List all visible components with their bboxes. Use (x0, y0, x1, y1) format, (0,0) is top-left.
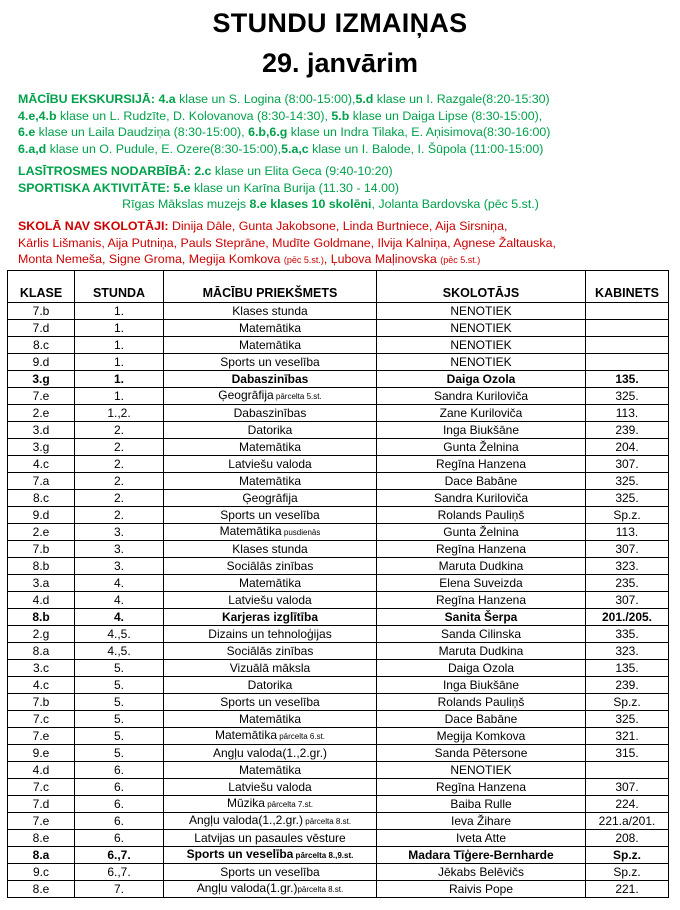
cell-note: pārcelta 5.st. (273, 392, 322, 401)
cell-skolotajs: Dace Babāne (377, 473, 586, 490)
cell-stunda: 6. (75, 830, 164, 847)
cell-klase: 7.e (8, 388, 75, 405)
text-run: Kārlis Lišmanis, Aija Putniņa, Pauls Steprāne, Mudīte Goldmane, Ilvija Kalniņa, Agnese Žaltauska, (18, 235, 556, 250)
cell-kabinets (586, 354, 669, 371)
cell-stunda: 6. (75, 796, 164, 813)
text-run: klase un I. Razgale(8:20-15:30) (373, 92, 550, 106)
text-run: klase un Laila Daudziņa (8:30-15:00), (35, 125, 249, 140)
excursion-line-4 (18, 141, 678, 158)
cell-stunda: 1. (75, 371, 164, 388)
cell-klase: 3.d (8, 422, 75, 439)
cell-kabinets: 325. (586, 473, 669, 490)
cell-stunda: 2. (75, 473, 164, 490)
cell-stunda: 1. (75, 303, 164, 320)
table-row (8, 337, 669, 354)
text-run: 5.a,c (281, 141, 309, 156)
cell-skolotajs: Iveta Atte (377, 830, 586, 847)
cell-kabinets (586, 320, 669, 337)
cell-note: pārcelta 8.st. (303, 817, 352, 826)
cell-klase: 4.d (8, 762, 75, 779)
text-run: Dinija Dāle, Gunta Jakobsone, Linda Burtniece, Aija Sirsniņa, (168, 219, 508, 233)
text-run: (pēc 5.st.) (440, 255, 481, 266)
cell-klase: 8.e (8, 830, 75, 847)
cell-skolotajs: Madara Tīģere-Bernharde (377, 847, 586, 864)
cell-prieksmets: Angļu valoda(1.,2.gr.) pārcelta 8.st. (164, 813, 377, 830)
cell-prieksmets: Dabaszinības (164, 371, 377, 388)
activities-block (18, 163, 678, 213)
cell-skolotajs: Rolands Pauliņš (377, 507, 586, 524)
cell-prieksmets: Matemātika (164, 473, 377, 490)
text-run: (pēc 5.st.) (283, 255, 324, 266)
cell-prieksmets: Matemātika pārcelta 6.st. (164, 728, 377, 745)
cell-skolotajs: Sandra Kuriloviča (377, 388, 586, 405)
cell-klase: 7.d (8, 796, 75, 813)
table-row (8, 609, 669, 626)
table-row (8, 371, 669, 388)
cell-stunda: 2. (75, 456, 164, 473)
cell-klase: 3.g (8, 371, 75, 388)
cell-skolotajs: Daiga Ozola (377, 371, 586, 388)
sport-line (18, 180, 678, 197)
cell-skolotajs: Jēkabs Belēvičs (377, 864, 586, 881)
cell-kabinets: Sp.z. (586, 507, 669, 524)
cell-prieksmets: Matemātika pusdienās (164, 524, 377, 541)
cell-klase: 8.b (8, 609, 75, 626)
text-run: 6.e (18, 125, 36, 140)
cell-klase: 7.e (8, 728, 75, 745)
cell-klase: 2.g (8, 626, 75, 643)
cell-prieksmets: Matemātika (164, 575, 377, 592)
header-kabinets: KABINETS (586, 271, 669, 303)
page-date: 29. janvārim (261, 48, 419, 78)
cell-kabinets: 307. (586, 541, 669, 558)
cell-skolotajs: Baiba Rulle (377, 796, 586, 813)
cell-prieksmets: Sports un veselība pārcelta 8.,9.st. (164, 847, 377, 864)
cell-prieksmets: Sports un veselība (164, 507, 377, 524)
cell-skolotajs: Regīna Hanzena (377, 779, 586, 796)
cell-kabinets: 221. (586, 881, 669, 898)
cell-klase: 8.b (8, 558, 75, 575)
table-row (8, 507, 669, 524)
table-row (8, 694, 669, 711)
table-row (8, 660, 669, 677)
cell-klase: 9.e (8, 745, 75, 762)
cell-klase: 8.a (8, 643, 75, 660)
text-run: Rīgas Mākslas muzejs (122, 197, 250, 212)
cell-klase: 4.d (8, 592, 75, 609)
cell-klase: 9.c (8, 864, 75, 881)
table-row (8, 796, 669, 813)
cell-prieksmets: Datorika (164, 677, 377, 694)
header-stunda: STUNDA (75, 271, 164, 303)
cell-stunda: 6.,7. (75, 847, 164, 864)
table-row (8, 422, 669, 439)
cell-prieksmets: Sports un veselība (164, 354, 377, 371)
text-run: klase un O. Pudule, E. Ozere(8:30-15:00), (46, 141, 282, 156)
cell-prieksmets: Sports un veselība (164, 864, 377, 881)
text-run: klase un I. Balode, I. Šūpola (11:00-15:00) (308, 141, 544, 156)
text-run: klase un Daiga Lipse (8:30-15:00), (349, 108, 543, 123)
cell-stunda: 6. (75, 813, 164, 830)
cell-prieksmets: Matemātika (164, 337, 377, 354)
cell-skolotajs: Gunta Želnina (377, 439, 586, 456)
cell-kabinets: 221.a/201. (586, 813, 669, 830)
table-row (8, 779, 669, 796)
table-row (8, 473, 669, 490)
excursion-line-1 (18, 91, 678, 108)
cell-note: pārcelta 7.st. (264, 800, 314, 809)
cell-stunda: 4.,5. (75, 643, 164, 660)
table-row (8, 643, 669, 660)
text-run: SKOLĀ NAV SKOLOTĀJI: (18, 219, 169, 233)
cell-stunda: 5. (75, 694, 164, 711)
table-row (8, 813, 669, 830)
cell-klase: 2.e (8, 524, 75, 541)
cell-klase: 4.c (8, 677, 75, 694)
cell-kabinets: 307. (586, 592, 669, 609)
cell-skolotajs: Elena Suveizda (377, 575, 586, 592)
cell-skolotajs: NENOTIEK (377, 303, 586, 320)
cell-stunda: 2. (75, 439, 164, 456)
cell-kabinets: 201./205. (586, 609, 669, 626)
cell-note: pusdienās (281, 528, 321, 537)
cell-stunda: 1. (75, 337, 164, 354)
cell-klase: 3.c (8, 660, 75, 677)
text-run: 5.b (331, 108, 350, 123)
cell-klase: 9.d (8, 507, 75, 524)
cell-prieksmets: Klases stunda (164, 541, 377, 558)
absent-line-1 (18, 218, 678, 235)
cell-prieksmets: Latviešu valoda (164, 592, 377, 609)
cell-skolotajs: Regīna Hanzena (377, 592, 586, 609)
cell-prieksmets: Dizains un tehnoloģijas (164, 626, 377, 643)
cell-skolotajs: Daiga Ozola (377, 660, 586, 677)
table-row (8, 524, 669, 541)
cell-stunda: 7. (75, 881, 164, 898)
cell-klase: 9.d (8, 354, 75, 371)
cell-stunda: 1. (75, 320, 164, 337)
cell-klase: 7.e (8, 813, 75, 830)
cell-klase: 8.a (8, 847, 75, 864)
text-run: 4.a (155, 92, 176, 106)
cell-stunda: 1. (75, 388, 164, 405)
text-run: 4.e,4.b (18, 108, 57, 123)
cell-kabinets: 239. (586, 677, 669, 694)
table-row (8, 677, 669, 694)
cell-stunda: 1.,2. (75, 405, 164, 422)
cell-prieksmets: Angļu valoda(1.gr.)pārcelta 8.st. (164, 881, 377, 898)
cell-stunda: 6. (75, 762, 164, 779)
excursion-line-2 (18, 108, 678, 125)
cell-kabinets (586, 762, 669, 779)
table-row (8, 456, 669, 473)
table-row (8, 354, 669, 371)
text-run: LASĪTROSMES NODARBĪBĀ: 2.c (18, 164, 212, 178)
absent-teachers-block (18, 218, 678, 269)
cell-stunda: 1. (75, 354, 164, 371)
cell-kabinets: 321. (586, 728, 669, 745)
cell-prieksmets: Mūzika pārcelta 7.st. (164, 796, 377, 813)
text-run: klase un S. Logina (8:00-15:00), (175, 92, 356, 106)
cell-stunda: 4. (75, 575, 164, 592)
cell-skolotajs: Megija Komkova (377, 728, 586, 745)
text-run: , Ļubova Maļinovska (323, 252, 441, 267)
cell-kabinets: 224. (586, 796, 669, 813)
table-body (8, 303, 669, 898)
text-run: Monta Nemeša, Signe Groma, Megija Komkova (18, 252, 284, 267)
text-run: klase un Indra Tilaka, E. Aņisimova(8:30-16:00) (287, 125, 551, 140)
museum-line (18, 196, 643, 213)
cell-skolotajs: Gunta Želnina (377, 524, 586, 541)
cell-prieksmets: Matemātika (164, 762, 377, 779)
cell-prieksmets: Datorika (164, 422, 377, 439)
cell-stunda: 3. (75, 541, 164, 558)
table-row (8, 711, 669, 728)
cell-skolotajs: NENOTIEK (377, 337, 586, 354)
cell-klase: 8.c (8, 337, 75, 354)
absent-line-3 (18, 251, 678, 269)
text-run: , Jolanta Bardovska (pēc 5.st.) (371, 197, 539, 212)
cell-stunda: 4. (75, 592, 164, 609)
cell-skolotajs: Inga Biukšāne (377, 422, 586, 439)
cell-klase: 7.b (8, 694, 75, 711)
cell-skolotajs: Sandra Kuriloviča (377, 490, 586, 507)
cell-prieksmets: Sociālās zinības (164, 558, 377, 575)
table-row (8, 541, 669, 558)
cell-prieksmets: Latviešu valoda (164, 779, 377, 796)
cell-prieksmets: Latvijas un pasaules vēsture (164, 830, 377, 847)
text-run: 8.e klases 10 skolēni (249, 197, 372, 212)
cell-stunda: 5. (75, 745, 164, 762)
cell-prieksmets: Latviešu valoda (164, 456, 377, 473)
cell-klase: 3.g (8, 439, 75, 456)
cell-kabinets: 325. (586, 490, 669, 507)
cell-skolotajs: Ieva Žihare (377, 813, 586, 830)
cell-klase: 7.c (8, 779, 75, 796)
cell-note: pārcelta 8.st. (297, 885, 344, 894)
cell-klase: 7.b (8, 541, 75, 558)
cell-stunda: 2. (75, 422, 164, 439)
cell-kabinets: 113. (586, 405, 669, 422)
cell-prieksmets: Sports un veselība (164, 694, 377, 711)
cell-skolotajs: Maruta Dudkina (377, 643, 586, 660)
table-row (8, 439, 669, 456)
header-klase: KLASE (8, 271, 75, 303)
cell-prieksmets: Vizuālā māksla (164, 660, 377, 677)
cell-kabinets: 335. (586, 626, 669, 643)
table-row (8, 830, 669, 847)
table-row (8, 881, 669, 898)
cell-kabinets: 323. (586, 643, 669, 660)
cell-skolotajs: Regīna Hanzena (377, 456, 586, 473)
cell-prieksmets: Matemātika (164, 711, 377, 728)
cell-skolotajs: Raivis Pope (377, 881, 586, 898)
table-row (8, 388, 669, 405)
table-row (8, 626, 669, 643)
cell-skolotajs: Rolands Pauliņš (377, 694, 586, 711)
cell-klase: 7.d (8, 320, 75, 337)
cell-stunda: 5. (75, 660, 164, 677)
cell-stunda: 3. (75, 524, 164, 541)
cell-stunda: 5. (75, 728, 164, 745)
cell-kabinets (586, 337, 669, 354)
cell-prieksmets: Dabaszinības (164, 405, 377, 422)
cell-klase: 7.c (8, 711, 75, 728)
cell-kabinets: 135. (586, 371, 669, 388)
table-row (8, 558, 669, 575)
table-row (8, 592, 669, 609)
cell-prieksmets: Ģeogrāfija pārcelta 5.st. (164, 388, 377, 405)
excursion-label: MĀCĪBU EKSKURSIJĀ: (18, 92, 155, 106)
table-row (8, 320, 669, 337)
text-run: klase un Elita Geca (9:40-10:20) (211, 164, 393, 178)
cell-klase: 8.e (8, 881, 75, 898)
cell-skolotajs: Zane Kuriloviča (377, 405, 586, 422)
text-run: klase un Karīna Burija (11.30 - 14.00) (190, 180, 400, 195)
table-row (8, 728, 669, 745)
cell-stunda: 4.,5. (75, 626, 164, 643)
table-row (8, 745, 669, 762)
absent-line-2 (18, 235, 678, 252)
cell-stunda: 4. (75, 609, 164, 626)
cell-kabinets: 208. (586, 830, 669, 847)
cell-kabinets: Sp.z. (586, 847, 669, 864)
table-header-row (8, 271, 669, 303)
text-run: 5.d (355, 92, 374, 106)
cell-skolotajs: Inga Biukšāne (377, 677, 586, 694)
cell-prieksmets: Klases stunda (164, 303, 377, 320)
table-row (8, 762, 669, 779)
cell-kabinets: 325. (586, 388, 669, 405)
cell-stunda: 5. (75, 677, 164, 694)
cell-kabinets: 235. (586, 575, 669, 592)
excursion-block (18, 91, 678, 157)
cell-skolotajs: Maruta Dudkina (377, 558, 586, 575)
cell-klase: 3.a (8, 575, 75, 592)
cell-stunda: 3. (75, 558, 164, 575)
cell-kabinets: 325. (586, 711, 669, 728)
cell-skolotajs: Dace Babāne (377, 711, 586, 728)
cell-kabinets: Sp.z. (586, 694, 669, 711)
cell-prieksmets: Matemātika (164, 320, 377, 337)
cell-note: pārcelta 6.st. (277, 732, 326, 741)
header-prieksmets: MĀCĪBU PRIEKŠMETS (164, 271, 377, 303)
cell-prieksmets: Karjeras izglītība (164, 609, 377, 626)
cell-skolotajs: Sanita Šerpa (377, 609, 586, 626)
cell-note: pārcelta 8.,9.st. (293, 851, 354, 860)
table-row (8, 847, 669, 864)
cell-prieksmets: Sociālās zinības (164, 643, 377, 660)
cell-kabinets: Sp.z. (586, 864, 669, 881)
text-run: 6.b,6.g (248, 125, 288, 140)
cell-skolotajs: Sanda Pētersone (377, 745, 586, 762)
page-title: STUNDU IZMAIŅAS (212, 8, 468, 38)
text-run: SPORTISKA AKTIVITĀTE: 5.e (18, 180, 191, 195)
reading-line (18, 163, 678, 180)
cell-prieksmets: Ģeogrāfija (164, 490, 377, 507)
cell-kabinets: 239. (586, 422, 669, 439)
cell-stunda: 5. (75, 711, 164, 728)
cell-skolotajs: Regīna Hanzena (377, 541, 586, 558)
cell-klase: 7.b (8, 303, 75, 320)
cell-kabinets: 113. (586, 524, 669, 541)
cell-stunda: 2. (75, 490, 164, 507)
table-row (8, 864, 669, 881)
cell-klase: 8.c (8, 490, 75, 507)
text-run: 6.a,d (18, 141, 47, 156)
cell-skolotajs: NENOTIEK (377, 354, 586, 371)
excursion-line-3 (18, 124, 678, 141)
cell-prieksmets: Angļu valoda(1.,2.gr.) (164, 745, 377, 762)
table-row (8, 303, 669, 320)
cell-kabinets: 307. (586, 779, 669, 796)
cell-kabinets: 135. (586, 660, 669, 677)
cell-kabinets (586, 303, 669, 320)
cell-skolotajs: Sanda Cilinska (377, 626, 586, 643)
cell-skolotajs: NENOTIEK (377, 320, 586, 337)
text-run: klase un L. Rudzīte, D. Kolovanova (8:30-14:30), (56, 108, 332, 123)
cell-kabinets: 204. (586, 439, 669, 456)
cell-kabinets: 315. (586, 745, 669, 762)
excursion-line-1-body (155, 92, 550, 106)
header-skolotajs: SKOLOTĀJS (377, 271, 586, 303)
cell-skolotajs: NENOTIEK (377, 762, 586, 779)
cell-stunda: 6. (75, 779, 164, 796)
schedule-changes-table (7, 270, 669, 898)
cell-klase: 7.a (8, 473, 75, 490)
table-row (8, 490, 669, 507)
cell-klase: 2.e (8, 405, 75, 422)
cell-kabinets: 307. (586, 456, 669, 473)
cell-prieksmets: Matemātika (164, 439, 377, 456)
table-row (8, 575, 669, 592)
cell-klase: 4.c (8, 456, 75, 473)
cell-stunda: 2. (75, 507, 164, 524)
cell-kabinets: 323. (586, 558, 669, 575)
table-row (8, 405, 669, 422)
cell-stunda: 6.,7. (75, 864, 164, 881)
